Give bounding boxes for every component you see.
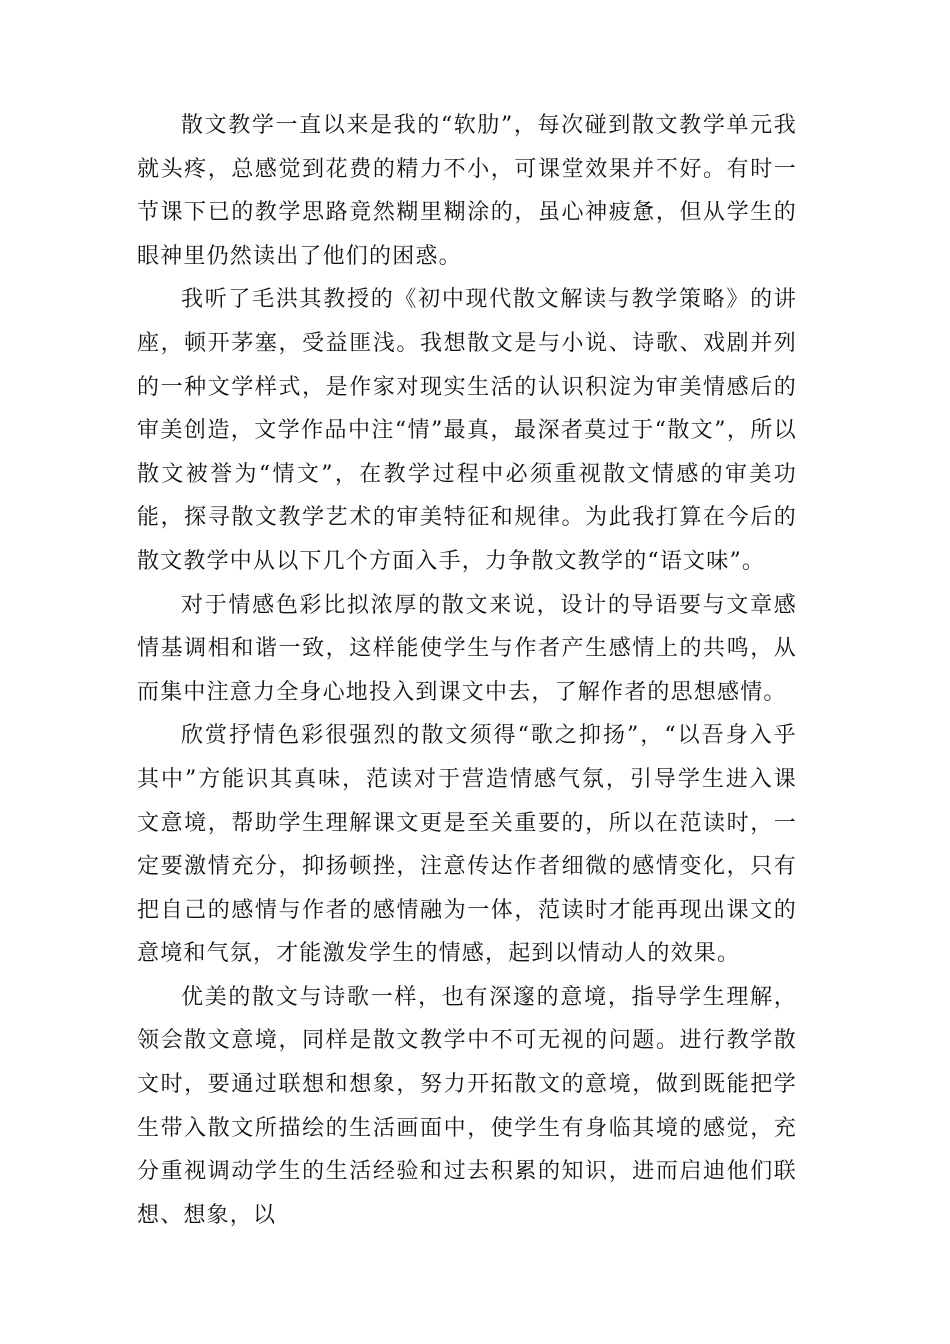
paragraph-4: 欣赏抒情色彩很强烈的散文须得“歌之抑扬”，“以吾身入乎其中”方能识其真味，范读对于营造情感气氛，引导学生进入课文意境，帮助学生理解课文更是至关重要的，所以在范读时，一定要激情充分，抑扬顿挫，注意传达作者细微的感情变化，只有把自己的感情与作者的感情融为一体，范读时才能再现出课文的意境和气氛，才能激发学生的情感，起到以情动人的效果。 xyxy=(137,723,797,967)
paragraph-2: 我听了毛洪其教授的《初中现代散文解读与教学策略》的讲座，顿开茅塞，受益匪浅。我想散文是与小说、诗歌、戏剧并列的一种文学样式，是作家对现实生活的认识积淀为审美情感后的审美创造，文学作品中注“情”最真，最深者莫过于“散文”，所以散文被誉为“情文”，在教学过程中必须重视散文情感的审美功能，探寻散文教学艺术的审美特征和规律。为此我打算在今后的散文教学中从以下几个方面入手，力争散文教学的“语文味”。 xyxy=(137,287,797,574)
paragraph-5: 优美的散文与诗歌一样，也有深邃的意境，指导学生理解，领会散文意境，同样是散文教学中不可无视的问题。进行教学散文时，要通过联想和想象，努力开拓散文的意境，做到既能把学生带入散文所描绘的生活画面中，使学生有身临其境的感觉，充分重视调动学生的生活经验和过去积累的知识，进而启迪他们联想、想象，以 xyxy=(137,984,797,1228)
paragraph-1: 散文教学一直以来是我的“软肋”，每次碰到散文教学单元我就头疼，总感觉到花费的精力不小，可课堂效果并不好。有时一节课下已的教学思路竟然糊里糊涂的，虽心神疲惫，但从学生的眼神里仍然读出了他们的困惑。 xyxy=(137,113,797,269)
document-body xyxy=(137,104,797,1237)
paragraph-3: 对于情感色彩比拟浓厚的散文来说，设计的导语要与文章感情基调相和谐一致，这样能使学生与作者产生感情上的共鸣，从而集中注意力全身心地投入到课文中去，了解作者的思想感情。 xyxy=(137,592,797,705)
